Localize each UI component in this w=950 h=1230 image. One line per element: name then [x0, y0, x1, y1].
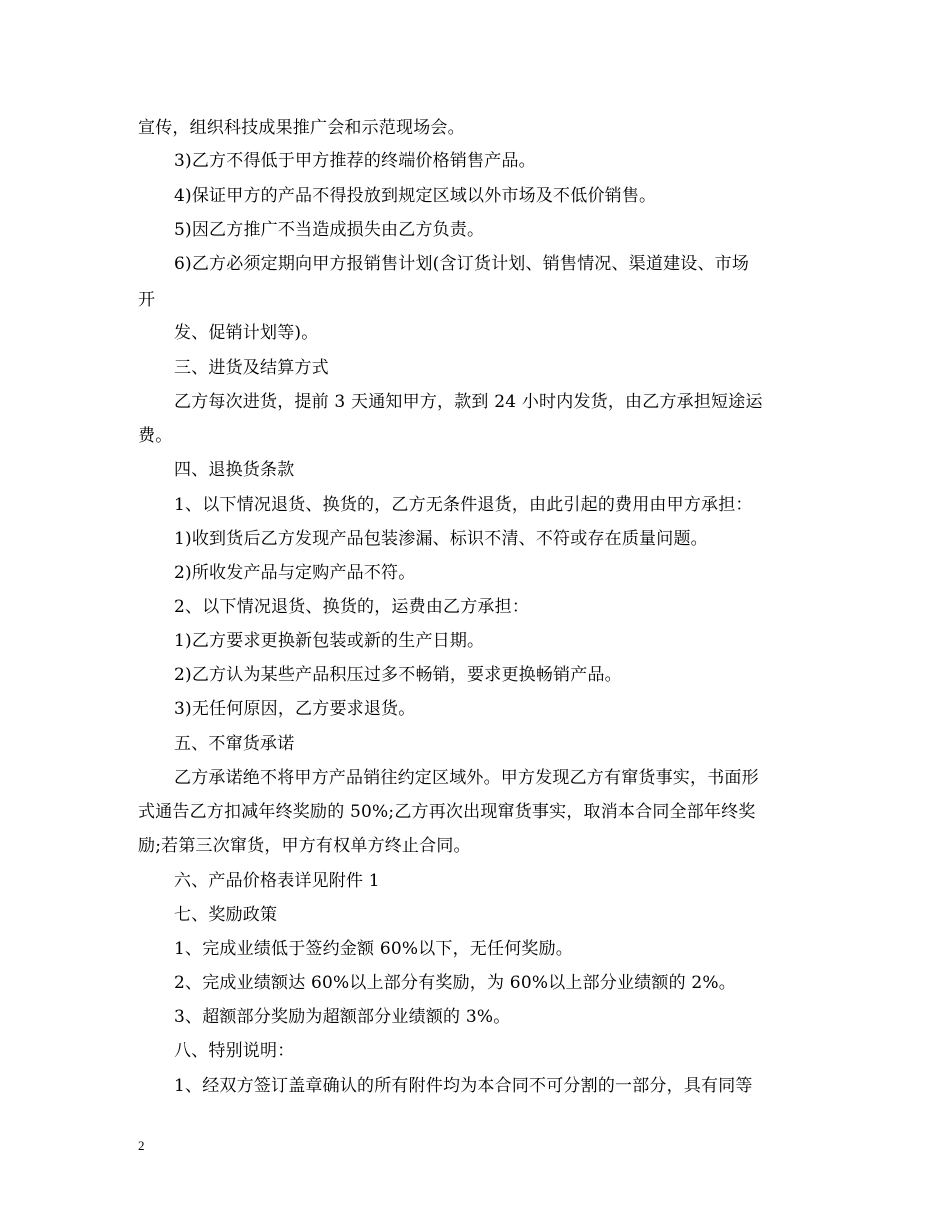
text-line: 2、完成业绩额达 60%以上部分有奖励，为 60%以上部分业绩额的 2%。: [174, 973, 736, 993]
text-line: 乙方每次进货，提前 3 天通知甲方，款到 24 小时内发货，由乙方承担短途运: [174, 392, 763, 412]
text-line: 宣传，组织科技成果推广会和示范现场会。: [138, 118, 465, 138]
text-line: 费。: [138, 426, 173, 446]
text-line: 6)乙方必须定期向甲方报销售计划(含订货计划、销售情况、渠道建设、市场: [174, 254, 750, 274]
text-line: 1、以下情况退货、换货的，乙方无条件退货，由此引起的费用由甲方承担：: [174, 495, 753, 515]
section-heading: 五、不窜货承诺: [174, 734, 295, 754]
section-heading: 三、进货及结算方式: [174, 358, 329, 378]
text-line: 1)乙方要求更换新包装或新的生产日期。: [174, 631, 485, 651]
page-number: 2: [138, 1138, 145, 1153]
text-line: 3)无任何原因，乙方要求退货。: [174, 699, 416, 719]
section-heading: 七、奖励政策: [174, 905, 278, 925]
text-line: 开: [138, 290, 156, 310]
section-heading: 六、产品价格表详见附件 1: [174, 871, 380, 891]
text-line: 励;若第三次窜货，甲方有权单方终止合同。: [138, 836, 471, 856]
text-line: 4)保证甲方的产品不得投放到规定区域以外市场及不低价销售。: [174, 186, 657, 206]
section-heading: 八、特别说明：: [174, 1041, 295, 1061]
section-heading: 四、退换货条款: [174, 460, 295, 480]
text-line: 1、完成业绩低于签约金额 60%以下，无任何奖励。: [174, 939, 574, 959]
text-line: 式通告乙方扣减年终奖励的 50%;乙方再次出现窜货事实，取消本合同全部年终奖: [138, 802, 756, 822]
text-line: 1、经双方签订盖章确认的所有附件均为本合同不可分割的一部分，具有同等: [174, 1076, 753, 1096]
text-line: 3、超额部分奖励为超额部分业绩额的 3%。: [174, 1007, 511, 1027]
text-line: 5)因乙方推广不当造成损失由乙方负责。: [174, 220, 485, 240]
text-line: 发、促销计划等)。: [174, 323, 319, 343]
text-line: 1)收到货后乙方发现产品包装渗漏、标识不清、不符或存在质量问题。: [174, 529, 708, 549]
text-line: 2)所收发产品与定购产品不符。: [174, 563, 416, 583]
text-line: 3)乙方不得低于甲方推荐的终端价格销售产品。: [174, 151, 536, 171]
text-line: 乙方承诺绝不将甲方产品销往约定区域外。甲方发现乙方有窜货事实，书面形: [174, 768, 759, 788]
text-line: 2)乙方认为某些产品积压过多不畅销，要求更换畅销产品。: [174, 665, 622, 685]
text-line: 2、以下情况退货、换货的，运费由乙方承担：: [174, 597, 530, 617]
